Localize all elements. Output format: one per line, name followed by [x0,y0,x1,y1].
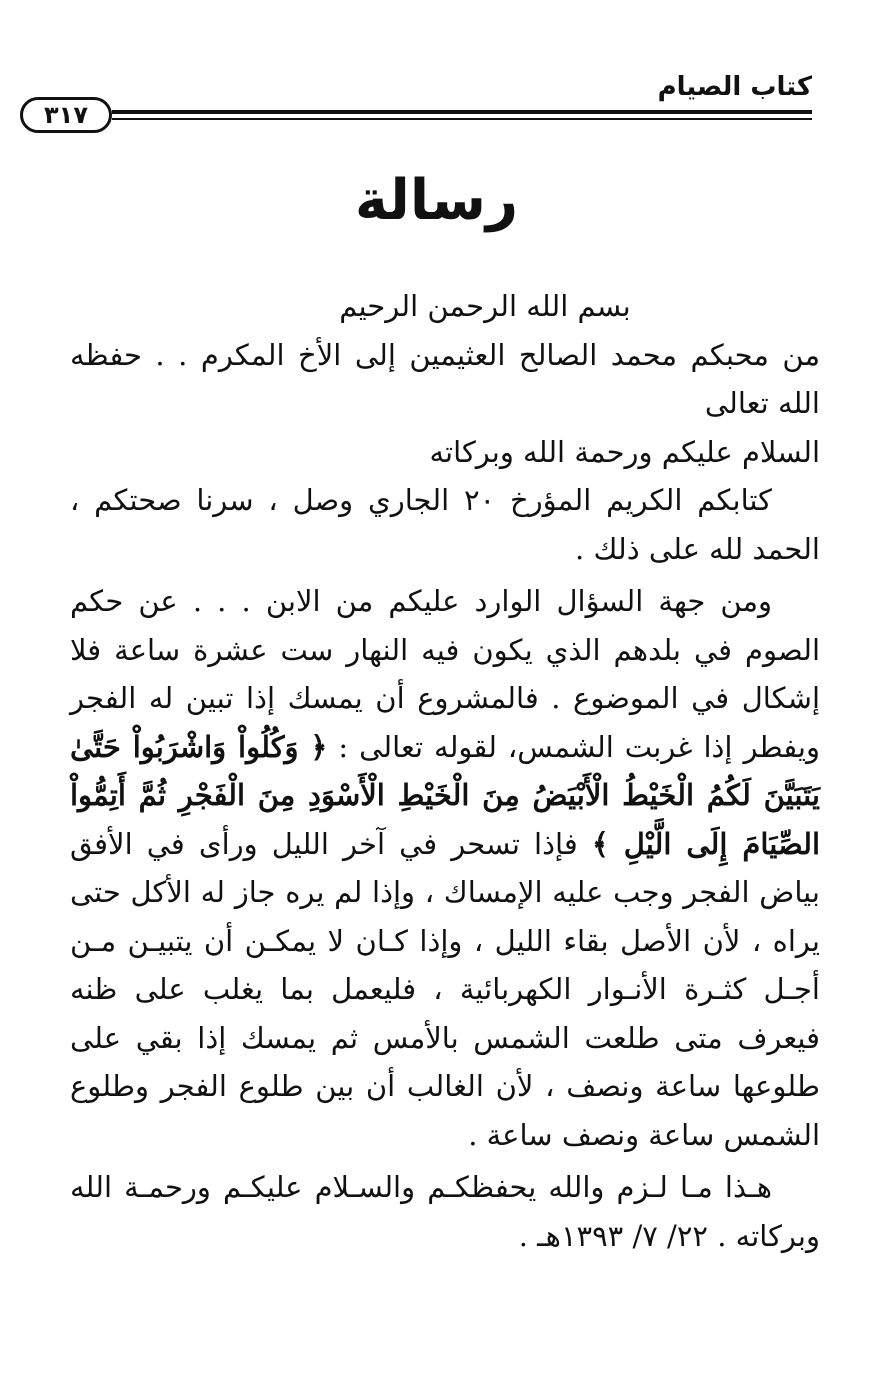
page-header [20,62,820,132]
greeting: السلام عليكم ورحمة الله وبركاته [429,434,820,469]
basmala: بسم الله الرحمن الرحيم [339,289,631,323]
letter-body [70,282,820,1260]
quran-verse: ﴿ وَكُلُواْ وَاشْرَبُواْ حَتَّىٰ يَتَبَيَّنَ لَكُمُ الْخَيْطُ الْأَبْيَضُ مِنَ الْخَيْطِ الْأَسْوَدِ مِنَ الْفَجْرِ ثُمَّ أَتِمُّواْ الصِّيَامَ إِلَى الَّيْلِ ﴾ [70,729,821,861]
letter-received-paragraph: كتابكم الكريم المؤرخ ٢٠ الجاري وصل ، سرنا صحتكم ، الحمد لله على ذلك . [70,483,820,566]
ruling-text: فإذا تسحر في آخر الليل ورأى في الأفق بياض الفجر وجب عليه الإمساك ، وإذا لم يره جاز له الأكل حتى يراه ، لأن الأصل بقاء الليل ، وإذا كـان لا يمكـن أن يتبيـن مـن أجـل كثـرة الأنـوار الكهربائية ، فليعمل بما يغلب على ظنه فيعرف متى طلعت الشمس بالأمس ثم يمسك إذا بقي على طلوعها ساعة ونصف ، لأن الغالب أن بين طلوع الفجر وطلوع الشمس ساعة ونصف ساعة . [70,826,820,1152]
question-paragraph [70,577,820,1159]
running-title: كتاب الصيام [657,72,812,102]
header-rule-thin [112,118,812,120]
question-text: ومن جهة السؤال الوارد عليكم من الابن . . . عن حكم الصوم في بلدهم الذي يكون فيه النهار ست عشرة ساعة فلا إشكال في الموضوع . فالمشروع أن يمسك إذا تبين له الفجر ويفطر إذا غربت الشمس، لقوله تعالى : [70,584,821,764]
page-number: ٣١٧ [20,97,112,133]
closing-paragraph: هـذا مـا لـزم والله يحفظكـم والسـلام عليكـم ورحمـة الله وبركاته . ٢٢/ ٧/ ١٣٩٣هـ . [70,1170,820,1253]
document-title: رسالة [354,168,519,233]
sender-line: من محبكم محمد الصالح العثيمين إلى الأخ المكرم . . حفظه الله تعالى [70,337,820,420]
header-rule-thick [112,110,812,114]
